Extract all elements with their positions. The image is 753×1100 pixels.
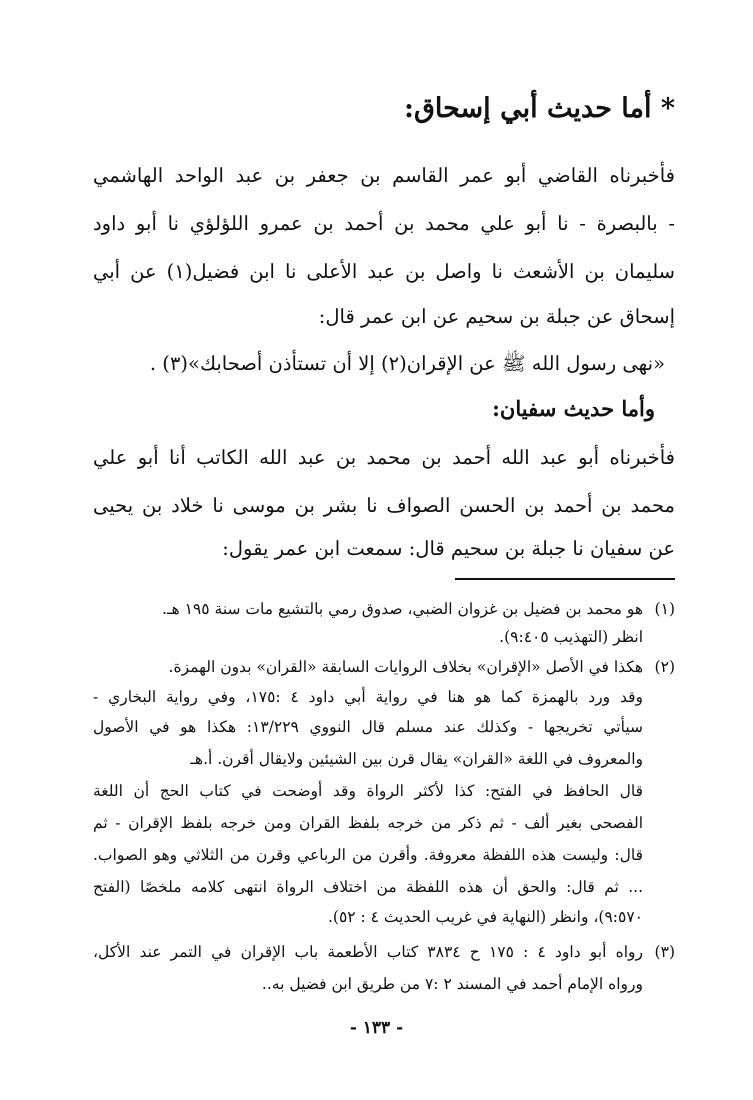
footnote-2-line-1: هكذا في الأصل «الإقران» بخلاف الروايات السابقة «القران» بدون الهمزة. — [168, 658, 643, 676]
paragraph1-line-1: فأخبرناه القاضي أبو عمر القاسم بن جعفر بن عبد الواحد الهاشمي — [93, 164, 675, 187]
section-heading: * أما حديث أبي إسحاق: — [403, 93, 675, 124]
footnote-2-line-9: ٩:٥٧٠)، وانظر (النهاية في غريب الحديث ٤ : ٥٢). — [327, 908, 643, 926]
paragraph2-line-2: محمد بن أحمد بن الحسن الصواف نا بشر بن موسى نا خلاد بن يحيى — [93, 494, 675, 517]
footnote-2-line-8: ... ثم قال: والحق أن هذه اللفظة من اختلاف الرواة انتهى كلامه ملخصًا (الفتح — [93, 878, 643, 896]
paragraph1-line-3: سليمان بن الأشعث نا واصل بن عبد الأعلى نا ابن فضيل(١) عن أبي — [93, 260, 675, 283]
sub-heading: وأما حديث سفيان: — [492, 396, 655, 421]
paragraph2-line-3: عن سفيان نا جبلة بن سحيم قال: سمعت ابن عمر يقول: — [222, 537, 675, 560]
footnote-1-number: (١) — [654, 600, 675, 618]
hadith-quote: «نهى رسول الله ﷺ عن الإقران(٢) إلا أن تستأذن أصحابك»(٣) . — [149, 352, 665, 375]
footnote-3-number: (٣) — [654, 943, 675, 961]
footnote-2-line-5: قال الحافظ في الفتح: كذا لأكثر الرواة وقد أوضحت في كتاب الحج أن اللغة — [93, 782, 643, 800]
footnote-2-line-2: وقد ورد بالهمزة كما هو هنا في رواية أبي داود ٤ :١٧٥، وفي رواية البخاري - — [93, 688, 643, 706]
paragraph2-line-1: فأخبرناه أبو عبد الله أحمد بن محمد بن عبد الله الكاتب أنا أبو علي — [93, 446, 675, 469]
footnote-separator — [455, 578, 675, 580]
footnote-2-line-4: والمعروف في اللغة «القران» يقال قرن بين الشيئين ولايقال أقرن. أ.هـ — [190, 750, 643, 768]
footnote-2-line-3: سيأتي تخريجها - وكذلك عند مسلم قال النووي ١٣/٢٢٩: هكذا هو في الأصول — [93, 718, 643, 736]
footnote-2-line-6: الفصحى بغير ألف - ثم ذكر من خرجه بلفظ القران ومن خرجه بلفظ الإقران - ثم — [93, 814, 643, 832]
page-number: - ١٣٣ - — [349, 1018, 404, 1038]
paragraph1-line-4: إسحاق عن جبلة بن سحيم عن ابن عمر قال: — [318, 305, 675, 328]
footnote-1-line-2: انظر (التهذيب ٩:٤٠٥). — [499, 628, 643, 646]
paragraph1-line-2: - بالبصرة - نا أبو علي محمد بن أحمد بن عمرو اللؤلؤي نا أبو داود — [93, 212, 675, 235]
footnote-2-number: (٢) — [654, 658, 675, 676]
footnote-1-line-1: هو محمد بن فضيل بن غزوان الضبي، صدوق رمي بالتشيع مات سنة ١٩٥ هـ. — [162, 600, 643, 618]
footnote-3-line-2: ورواه الإمام أحمد في المسند ٢ :٧ من طريق ابن فضيل به.. — [261, 975, 643, 993]
footnote-3-line-1: رواه أبو داود ٤ : ١٧٥ ح ٣٨٣٤ كتاب الأطعمة باب الإقران في التمر عند الأكل، — [93, 943, 644, 961]
footnote-2-line-7: قال: وليست هذه اللفظة معروفة. وأقرن من الرباعي وقرن من الثلاثي وهو الصواب. — [93, 846, 643, 864]
